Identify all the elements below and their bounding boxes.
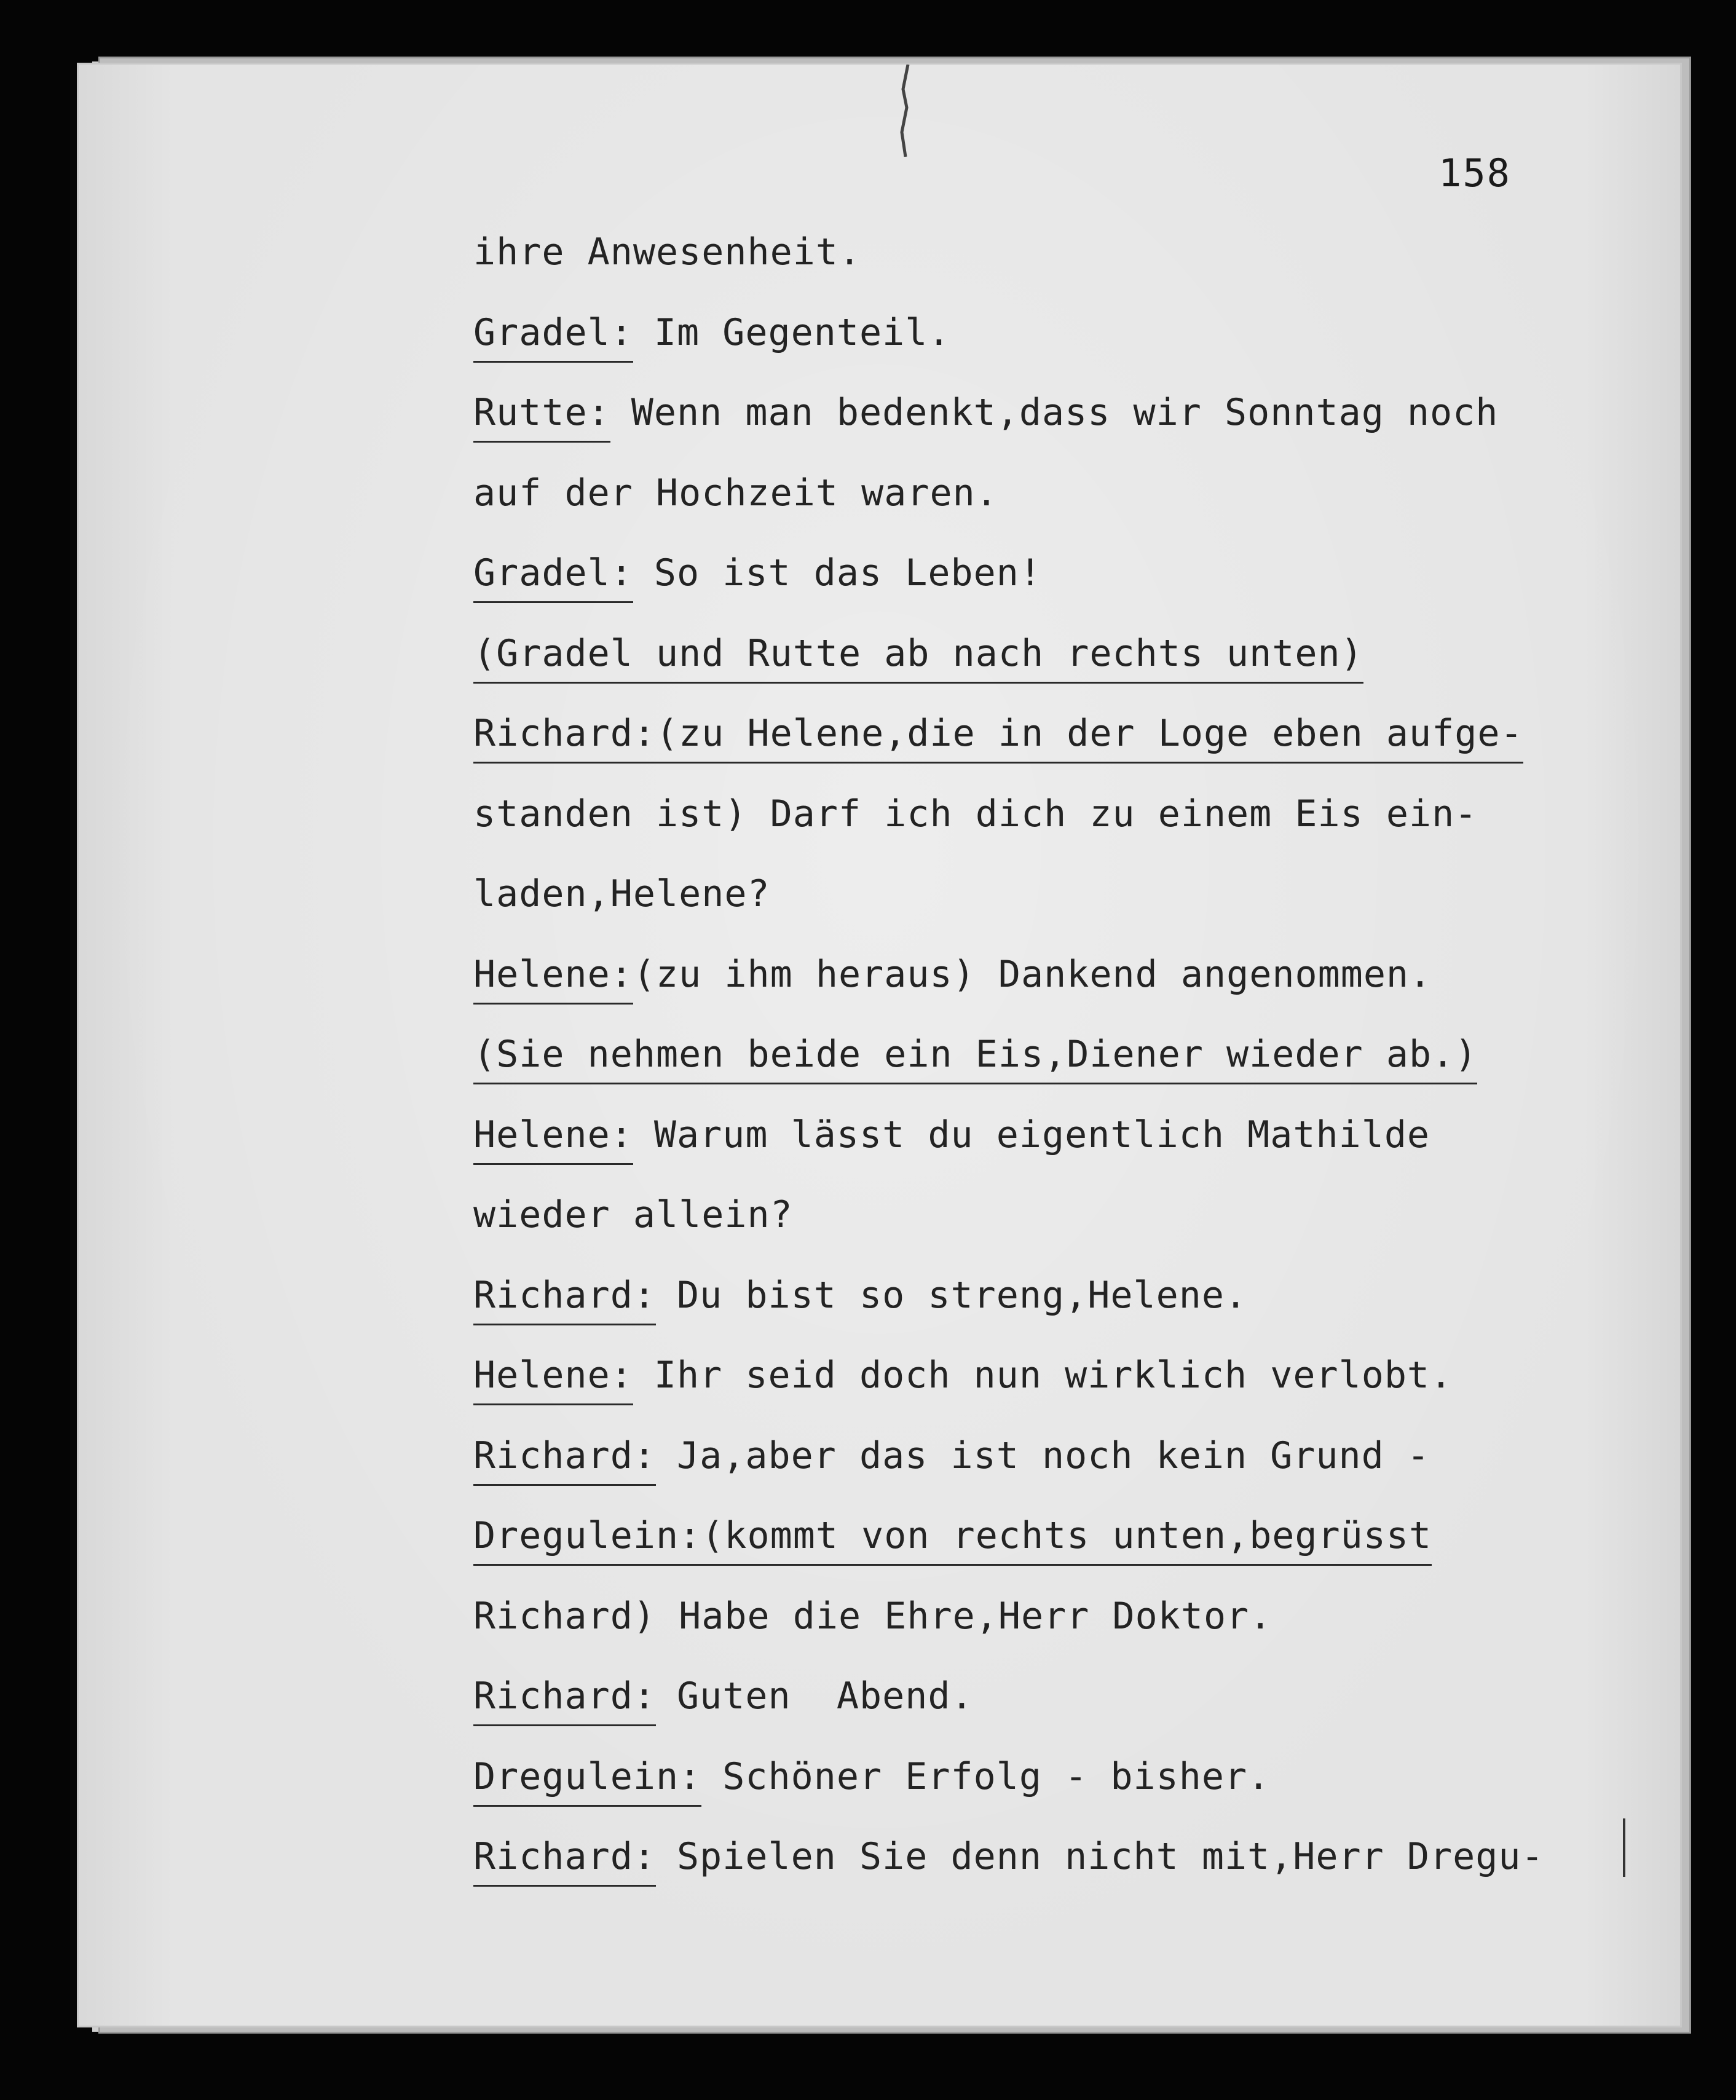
stage-direction: (kommt von rechts unten,begrüsst xyxy=(701,1511,1432,1566)
script-line xyxy=(473,1431,1641,1512)
speaker-name: Helene: xyxy=(473,1110,633,1165)
script-line xyxy=(473,1190,1641,1271)
speaker-name: Richard: xyxy=(473,1672,656,1726)
line-text: Warum lässt du eigentlich Mathilde xyxy=(653,1113,1430,1156)
script-line xyxy=(473,1592,1641,1672)
speaker-name: Richard: xyxy=(473,709,656,764)
speaker-name: Rutte: xyxy=(473,388,610,443)
line-text: So ist das Leben! xyxy=(653,551,1042,594)
line-text: auf der Hochzeit waren. xyxy=(473,471,998,515)
script-line xyxy=(473,388,1641,468)
line-text: Ja,aber das ist noch kein Grund - xyxy=(676,1434,1430,1477)
line-text: Guten Abend. xyxy=(676,1675,974,1718)
speaker-name: Richard: xyxy=(473,1271,656,1325)
script-line xyxy=(473,1110,1641,1191)
script-line xyxy=(473,709,1641,789)
line-text: wieder allein? xyxy=(473,1193,793,1236)
script-line xyxy=(473,789,1641,870)
script-line xyxy=(473,869,1641,950)
line-text: standen ist) Darf ich dich zu einem Eis ein- xyxy=(473,792,1478,835)
paper-tear xyxy=(894,65,919,157)
script-line xyxy=(473,308,1641,389)
speaker-name: Dregulein: xyxy=(473,1511,701,1566)
script-text xyxy=(473,227,1641,1912)
stage-direction: (zu Helene,die in der Loge eben aufge- xyxy=(656,709,1523,764)
script-line xyxy=(473,1511,1641,1592)
line-text: Im Gegenteil. xyxy=(653,310,951,354)
speaker-name: Richard: xyxy=(473,1431,656,1486)
script-line xyxy=(473,1752,1641,1833)
script-line xyxy=(473,468,1641,549)
speaker-name: Dregulein: xyxy=(473,1752,701,1807)
margin-mark xyxy=(1623,1818,1625,1877)
line-text: (zu ihm heraus) Dankend angenommen. xyxy=(633,952,1432,996)
line-text: Du bist so streng,Helene. xyxy=(676,1273,1248,1317)
script-line xyxy=(473,1030,1641,1110)
script-line xyxy=(473,227,1641,308)
line-text: ihre Anwesenheit. xyxy=(473,231,862,274)
speaker-name: Richard: xyxy=(473,1832,656,1887)
speaker-name: Gradel: xyxy=(473,548,633,603)
line-text: Wenn man bedenkt,dass wir Sonntag noch xyxy=(631,391,1499,434)
stage-direction: (Sie nehmen beide ein Eis,Diener wieder ab.) xyxy=(473,1030,1477,1084)
speaker-name: Helene: xyxy=(473,950,633,1005)
script-line xyxy=(473,1672,1641,1752)
speaker-name: Gradel: xyxy=(473,308,633,363)
line-text: laden,Helene? xyxy=(473,872,770,915)
script-line xyxy=(473,950,1641,1030)
line-text: Richard) Habe die Ehre,Herr Doktor. xyxy=(473,1594,1272,1638)
line-text: Schöner Erfolg - bisher. xyxy=(722,1755,1271,1798)
speaker-name: Helene: xyxy=(473,1351,633,1405)
script-line xyxy=(473,1271,1641,1351)
script-line xyxy=(473,1351,1641,1431)
line-text: Ihr seid doch nun wirklich verlobt. xyxy=(653,1354,1453,1397)
script-line xyxy=(473,548,1641,629)
stage-direction: (Gradel und Rutte ab nach rechts unten) xyxy=(473,629,1363,684)
line-text: Spielen Sie denn nicht mit,Herr Dregu- xyxy=(676,1835,1544,1878)
page-number: 158 xyxy=(1438,151,1511,195)
script-line xyxy=(473,1832,1641,1912)
script-line xyxy=(473,629,1641,709)
